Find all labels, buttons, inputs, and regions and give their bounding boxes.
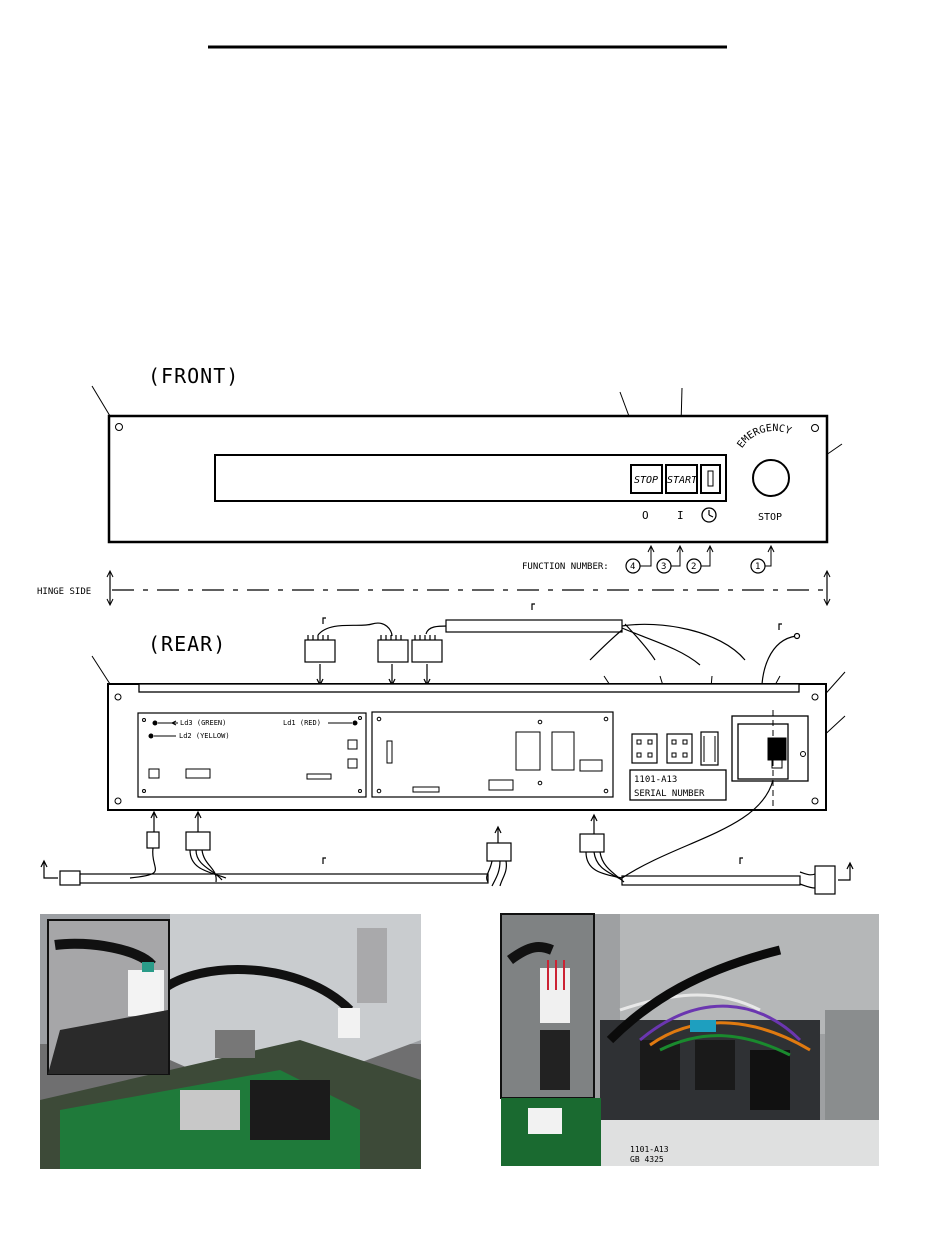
function-number-3 xyxy=(657,546,683,573)
right-photo-label-2: GB 4325 xyxy=(630,1155,664,1164)
emergency-stop-button[interactable] xyxy=(753,460,789,496)
front-view-label: (FRONT) xyxy=(148,364,240,388)
led-ld2-label: Ld2 (YELLOW) xyxy=(179,732,230,740)
control-board xyxy=(372,712,613,797)
svg-text:3: 3 xyxy=(661,562,667,572)
symbol-on: I xyxy=(677,509,684,522)
rear-switch-start xyxy=(667,734,692,763)
left-photo xyxy=(40,914,421,1169)
key-switch[interactable] xyxy=(701,465,720,493)
hinge-side-label: HINGE SIDE xyxy=(37,587,92,597)
svg-text:4: 4 xyxy=(630,562,636,572)
serial-line1: 1101-A13 xyxy=(634,775,678,785)
symbol-off: O xyxy=(642,509,649,522)
emergency-stop-label: STOP xyxy=(758,512,783,523)
led-board xyxy=(138,713,366,797)
function-number-4 xyxy=(626,546,654,573)
rear-view-label: (REAR) xyxy=(148,632,227,656)
start-button-label: START xyxy=(667,475,698,486)
emergency-label: EMERGENCY xyxy=(735,422,793,451)
function-number-1 xyxy=(751,546,774,573)
right-photo xyxy=(501,914,879,1166)
svg-text:1: 1 xyxy=(755,562,761,572)
led-ld3-label: Ld3 (GREEN) xyxy=(180,719,227,727)
stop-button-label: STOP xyxy=(634,475,659,486)
svg-text:2: 2 xyxy=(691,562,697,572)
hinge-line xyxy=(107,571,830,605)
led-ld1-label: Ld1 (RED) xyxy=(283,719,321,727)
rear-switch-stop xyxy=(632,734,657,763)
right-photo-label-1: 1101-A13 xyxy=(630,1145,669,1154)
rear-flange xyxy=(139,684,799,692)
function-number-label: FUNCTION NUMBER: xyxy=(522,562,609,572)
serial-line2: SERIAL NUMBER xyxy=(634,789,705,799)
function-number-2 xyxy=(687,546,713,573)
